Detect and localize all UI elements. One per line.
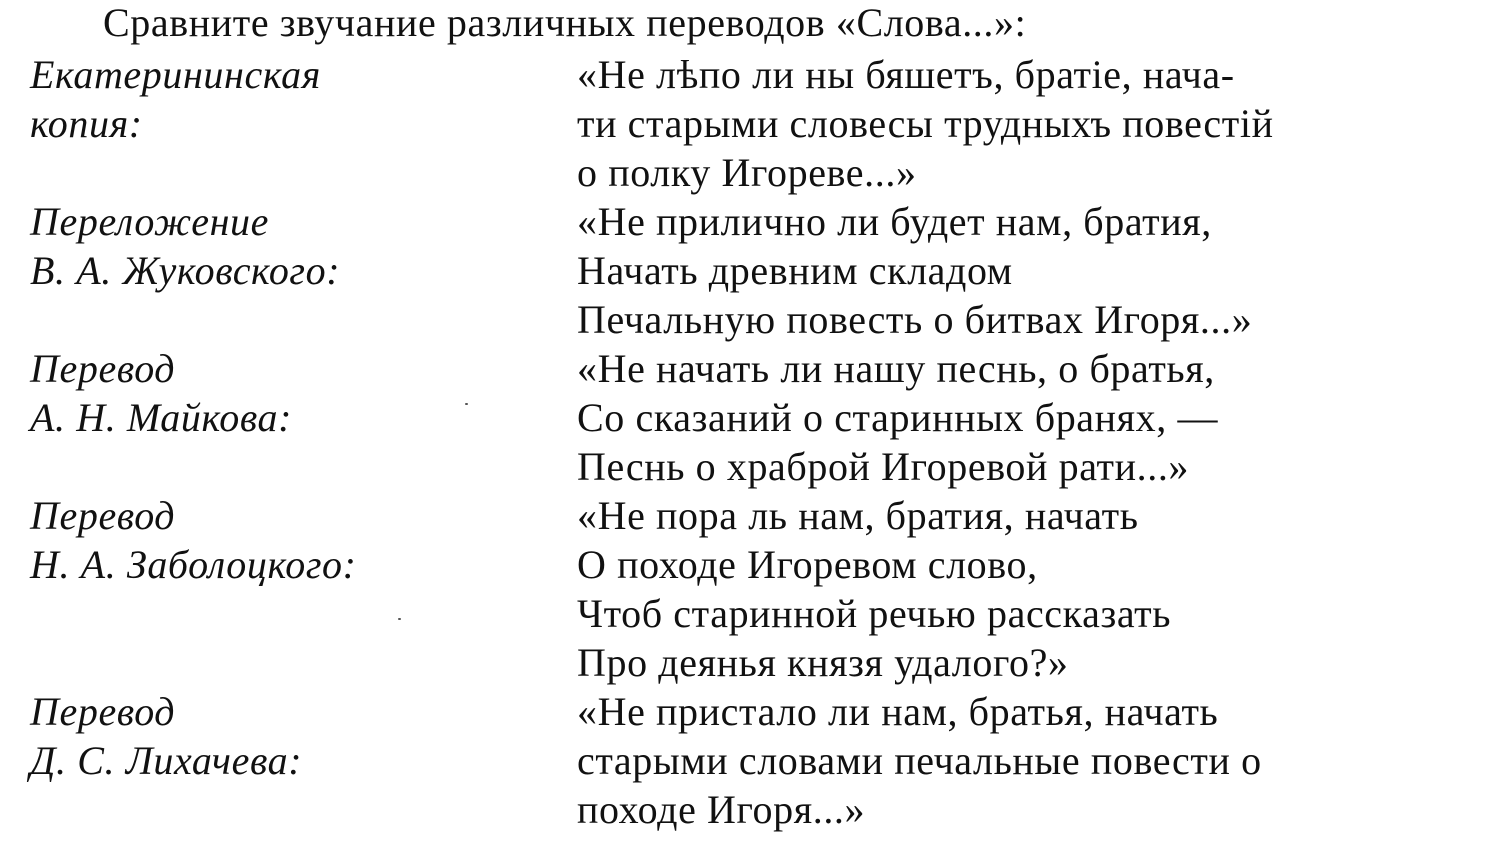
entry-text-line: Начать древним складом: [577, 248, 1013, 293]
entry-label-line: Д. С. Лихачева:: [30, 738, 303, 783]
entry-text-line: Чтоб старинной речью рассказать: [577, 591, 1172, 636]
entry-label-line: Перевод: [30, 493, 176, 538]
entry-label: [30, 50, 321, 148]
entry-text-line: О походе Игоревом слово,: [577, 542, 1038, 587]
entry-label-line: Перевод: [30, 346, 176, 391]
entry-text: [577, 197, 1252, 344]
entry-text-line: ти старыми словесы трудныхъ повестій: [577, 101, 1274, 146]
entry-text-line: «Не лѣпо ли ны бяшетъ, братіе, нача-: [577, 52, 1235, 97]
entry-label: [30, 687, 302, 785]
entry-text-line: Песнь о храброй Игоревой рати...»: [577, 444, 1190, 489]
scan-speck: [465, 403, 468, 405]
entry-label-line: А. Н. Майкова:: [30, 395, 293, 440]
entry-label: [30, 344, 292, 442]
entry-text-line: «Не прилично ли будет нам, братия,: [577, 199, 1212, 244]
entry-text: [577, 491, 1171, 687]
entry-label-line: Переложение: [30, 199, 269, 244]
entry-label: [30, 197, 340, 295]
entry-text: [577, 50, 1274, 197]
page-heading: Сравните звучание различных переводов «Слова...»:: [103, 0, 1027, 45]
entry-label-line: копия:: [30, 101, 143, 146]
entry-label-line: Н. А. Заболоцкого:: [30, 542, 357, 587]
entry-text-line: походе Игоря...»: [577, 787, 866, 832]
entry-text: [577, 344, 1218, 491]
entry-text-line: «Не пристало ли нам, братья, начать: [577, 689, 1219, 734]
scan-speck: [398, 618, 401, 620]
entry-text-line: «Не начать ли нашу песнь, о братья,: [577, 346, 1215, 391]
entry-text-line: Со сказаний о старинных бранях, —: [577, 395, 1219, 440]
entry-text-line: Про деянья князя удалого?»: [577, 640, 1069, 685]
entry-label-line: В. А. Жуковского:: [30, 248, 341, 293]
entry-text-line: Печальную повесть о битвах Игоря...»: [577, 297, 1253, 342]
entry-text-line: о полку Игореве...»: [577, 150, 917, 195]
entry-label: [30, 491, 357, 589]
entry-text-line: «Не пора ль нам, братия, начать: [577, 493, 1139, 538]
entry-label-line: Екатерининская: [30, 52, 321, 97]
entry-text-line: старыми словами печальные повести о: [577, 738, 1262, 783]
entry-label-line: Перевод: [30, 689, 176, 734]
entry-text: [577, 687, 1262, 834]
